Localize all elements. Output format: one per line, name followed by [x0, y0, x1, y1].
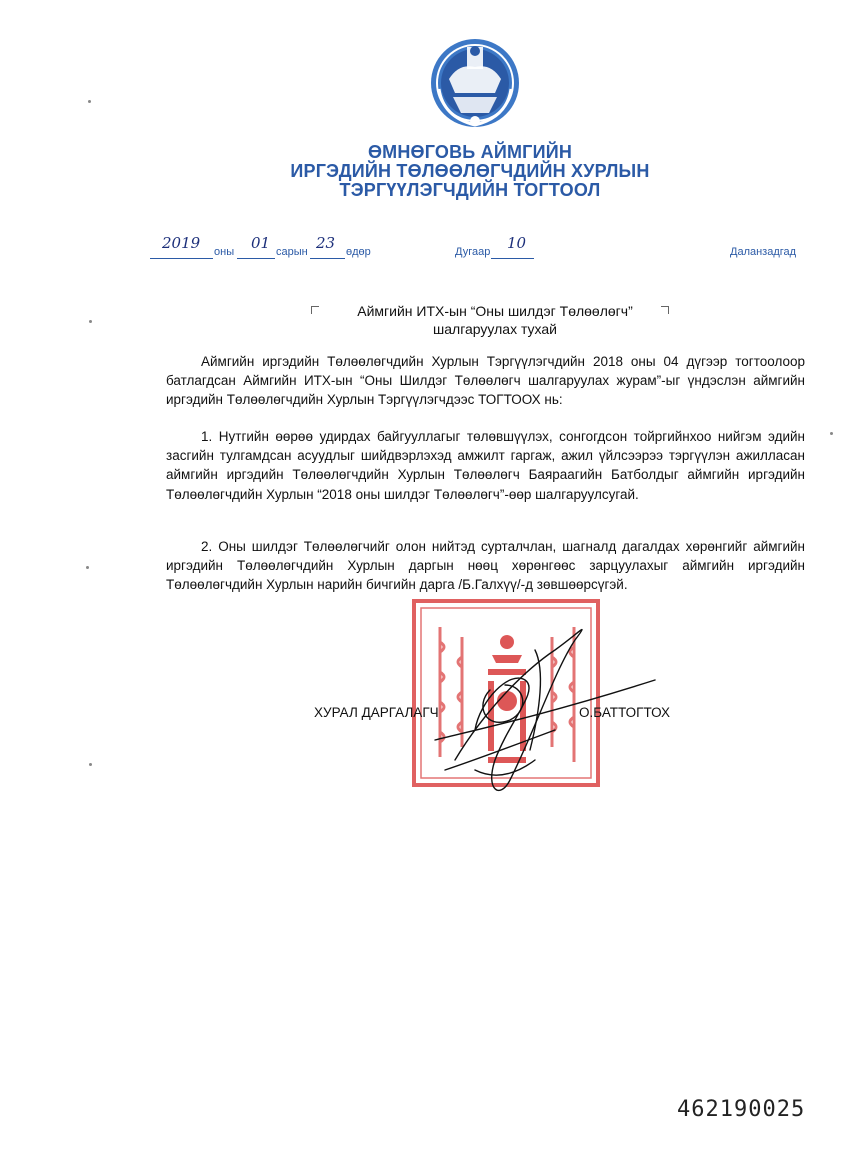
- date-day: 23: [316, 234, 336, 252]
- state-emblem-icon: [429, 33, 521, 133]
- preamble-paragraph: Аймгийн иргэдийн Төлөөлөгчдийн Хурлын Тэргүүлэгчдийн 2018 оны 04 дүгээр тогтоолоор батлагдсан Аймгийн ИТХ-ын “Оны Шилдэг Төлөөлөгч шалгаруулах журам”-ыг үндэслэн аймгийн иргэдийн Төлөөлөгчдийн Хурлын Тэргүүлэгчдээс ТОГТООХ нь:: [166, 354, 805, 408]
- number-label: Дугаар: [455, 246, 491, 258]
- date-month: 01: [251, 234, 271, 252]
- subject-line-1: Аймгийн ИТХ-ын “Оны шилдэг Төлөөлөгч”: [357, 303, 633, 319]
- item-2-paragraph: 2. Оны шилдэг Төлөөлөгчийг олон нийтэд сурталчлан, шагналд дагалдах хөрөнгийг аймгийн иргэдийн Төлөөлөгчдийн Хурлын даргын нөөц хөрөнгөөс зарцуулахыг аймгийн иргэдийн Төлөөлөгчдийн Хурлын нарийн бичгийн дарга /Б.Галхүү/-д зөвшөөрсүгэй.: [166, 539, 805, 593]
- item-1-paragraph: 1. Нутгийн өөрөө удирдах байгууллагыг төлөвшүүлэх, сонгогдсон тойргийнхоо нийгэм эдийн засгийн тулгамдсан асуудлыг шийдвэрлэхэд амжилт гаргаж, ажил үйлсээрээ тэргүүлэн ажилласан аймгийн иргэдийн Төлөөлөгчдийн Хурлын Төлөөлөгч Баяраагийн Батболдыг аймгийн иргэдийн Төлөөлөгчдийн Хурлын “2018 оны шилдэг Төлөөлөгч”-өөр шалгаруулсугай.: [166, 429, 805, 502]
- margin-speck: [89, 763, 92, 766]
- place-name: Даланзадгад: [730, 246, 797, 258]
- year-suffix: оны: [214, 246, 235, 258]
- date-year: 2019: [162, 234, 201, 252]
- header-line-1: ӨМНӨГОВЬ АЙМГИЙН: [367, 142, 573, 162]
- number-underline: [491, 258, 534, 259]
- month-suffix: сарын: [276, 246, 308, 258]
- day-underline: [310, 258, 345, 259]
- serial-number: 462190025: [677, 1097, 806, 1122]
- margin-speck: [86, 566, 89, 569]
- margin-speck: [88, 100, 91, 103]
- signatory-name: О.БАТТОГТОХ: [579, 705, 670, 720]
- margin-speck: [89, 320, 92, 323]
- resolution-number: 10: [507, 234, 527, 252]
- subject-line-2: шалгаруулах тухай: [433, 321, 557, 337]
- month-underline: [237, 258, 275, 259]
- header-line-3: ТЭРГҮҮЛЭГЧДИЙН ТОГТООЛ: [339, 180, 601, 200]
- signatory-title: ХУРАЛ ДАРГАЛАГЧ: [314, 705, 439, 720]
- margin-speck: [830, 432, 833, 435]
- day-suffix: өдөр: [346, 246, 371, 258]
- year-underline: [150, 258, 213, 259]
- header-line-2: ИРГЭДИЙН ТӨЛӨӨЛӨГЧДИЙН ХУРЛЫН: [290, 161, 650, 181]
